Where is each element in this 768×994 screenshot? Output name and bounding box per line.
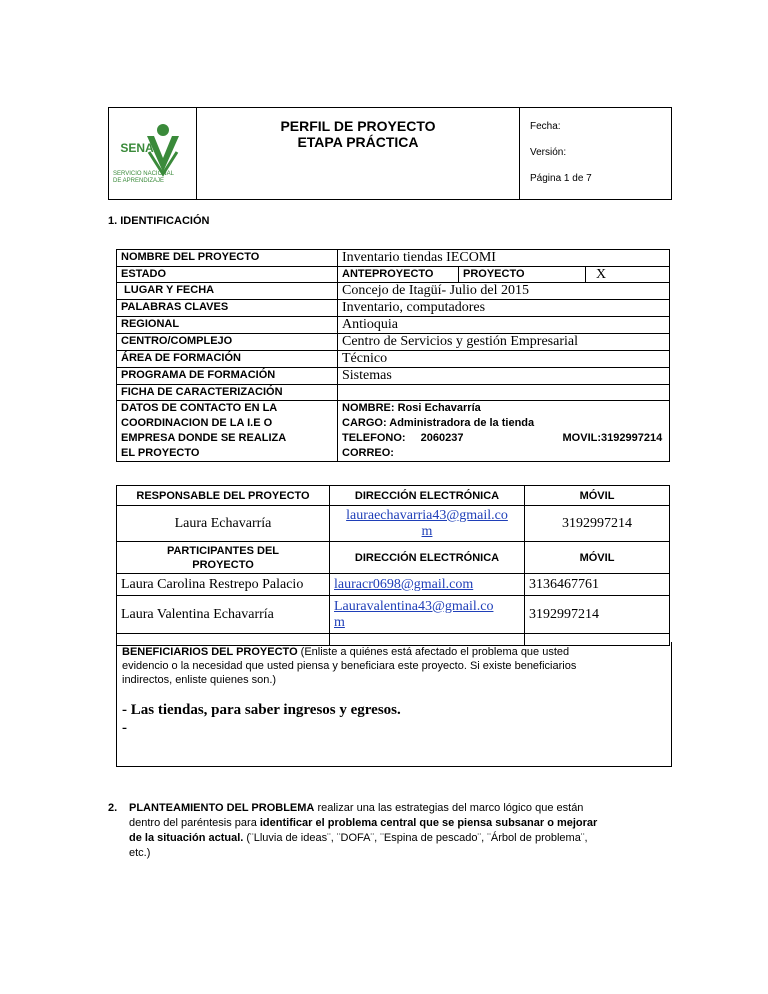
palabras-label: PALABRAS CLAVES: [117, 300, 338, 317]
part-movil-header: MÓVIL: [525, 542, 670, 574]
lugar-label: LUGAR Y FECHA: [117, 283, 338, 300]
participant-phone: 3192997214: [525, 596, 670, 634]
contacto-telefono: [342, 431, 665, 446]
beneficiaries-title: BENEFICIARIOS DEL PROYECTO: [122, 646, 298, 658]
participant-name: Laura Carolina Restrepo Palacio: [117, 574, 330, 596]
part-header: [117, 542, 330, 574]
telefono-label: TELEFONO:: [342, 432, 406, 444]
section2-line2-bold: identificar el problema central que se piensa subsanar o mejorar: [259, 817, 598, 829]
resp-header: RESPONSABLE DEL PROYECTO: [117, 486, 330, 506]
participant-email[interactable]: [330, 596, 525, 634]
participant-email-link[interactable]: lauracr0698@gmail.com: [334, 576, 474, 592]
proyecto-mark: X: [586, 267, 670, 283]
datos-label-line: DATOS DE CONTACTO EN LA: [121, 402, 278, 414]
section2-number: 2.: [108, 802, 118, 814]
doc-subtitle: ETAPA PRÁCTICA: [297, 134, 419, 150]
regional-value: Antioquia: [338, 317, 670, 334]
participant-email[interactable]: [330, 574, 525, 596]
resp-name: Laura Echavarría: [117, 506, 330, 542]
section2: [108, 801, 668, 861]
doc-title: PERFIL DE PROYECTO: [280, 118, 436, 134]
responsible-table: [116, 485, 670, 646]
datos-contacto-label: [117, 401, 338, 462]
participant-phone: 3136467761: [525, 574, 670, 596]
section2-body: [108, 816, 668, 861]
area-label: ÁREA DE FORMACIÓN: [117, 351, 338, 368]
ficha-value: [338, 385, 670, 401]
ficha-label: FICHA DE CARACTERIZACIÓN: [117, 385, 338, 401]
centro-value: Centro de Servicios y gestión Empresarial: [338, 334, 670, 351]
title-cell: [197, 108, 520, 200]
participant-email-line[interactable]: Lauravalentina43@gmail.co: [334, 598, 494, 614]
area-value: Técnico: [338, 351, 670, 368]
datos-label-line: EL PROYECTO: [121, 447, 200, 459]
beneficiaries-answer: [117, 687, 671, 737]
resp-email-line[interactable]: m: [421, 523, 433, 539]
palabras-value: Inventario, computadores: [338, 300, 670, 317]
beneficiaries-box: [116, 642, 672, 767]
centro-label: CENTRO/COMPLEJO: [117, 334, 338, 351]
telefono-value: 2060237: [420, 432, 464, 444]
beneficiaries-desc-2: evidencio o la necesidad que usted piensa y beneficiara este proyecto. Si existe beneficiarios: [122, 660, 577, 672]
section2-line1: [108, 801, 668, 816]
participant-name: Laura Valentina Echavarría: [117, 596, 330, 634]
datos-label-line: EMPRESA DONDE SE REALIZA: [121, 432, 287, 444]
participant-email-line[interactable]: m: [334, 614, 345, 630]
datos-label-line: COORDINACION DE LA I.E O: [121, 417, 273, 429]
resp-email[interactable]: [330, 506, 525, 542]
datos-contacto-value: [338, 401, 670, 462]
programa-label: PROGRAMA DE FORMACIÓN: [117, 368, 338, 385]
logo-word: SENA: [120, 141, 154, 155]
beneficiaries-desc-1: (Enliste a quiénes está afectado el problema que usted: [297, 646, 570, 658]
version-label: Versión:: [530, 147, 567, 158]
part-dir-header: DIRECCIÓN ELECTRÓNICA: [330, 542, 525, 574]
section2-line3-rest: (¨Lluvia de ideas¨, ¨DOFA¨, ¨Espina de pescado¨, ¨Árbol de problema¨,: [243, 832, 588, 844]
anteproyecto-label: ANTEPROYECTO: [338, 267, 459, 283]
beneficiaries-desc-3: indirectos, enliste quienes son.): [122, 674, 277, 686]
regional-label: REGIONAL: [117, 317, 338, 334]
beneficiaries-answer-1: - Las tiendas, para saber ingresos y egresos.: [122, 702, 401, 718]
logo-sub1: SERVICIO NACIONAL: [113, 171, 174, 177]
identification-table: [116, 249, 670, 462]
logo-sub2: DE APRENDIZAJE: [113, 178, 165, 184]
document-header: [108, 107, 672, 200]
proyecto-label: PROYECTO: [459, 267, 586, 283]
section2-line2-start: dentro del paréntesis para: [129, 817, 260, 829]
contacto-correo: CORREO:: [342, 447, 394, 459]
section2-line4: etc.): [129, 847, 151, 859]
part-header-line: PROYECTO: [192, 558, 254, 571]
nombre-label: NOMBRE DEL PROYECTO: [117, 250, 338, 267]
section2-line3-bold: de la situación actual.: [129, 832, 244, 844]
contacto-cargo: CARGO: Administradora de la tienda: [342, 417, 535, 429]
beneficiaries-desc: [117, 642, 671, 687]
dir-header: DIRECCIÓN ELECTRÓNICA: [330, 486, 525, 506]
movil-header: MÓVIL: [525, 486, 670, 506]
contacto-nombre: NOMBRE: Rosi Echavarría: [342, 402, 481, 414]
resp-phone: 3192997214: [525, 506, 670, 542]
section1-title: 1. IDENTIFICACIÓN: [108, 215, 210, 227]
fecha-label: Fecha:: [530, 121, 561, 132]
part-header-line: PARTICIPANTES DEL: [166, 544, 280, 557]
movil-value: MOVIL:3192997214: [562, 432, 663, 444]
pagina-label: Página 1 de 7: [530, 173, 592, 184]
beneficiaries-answer-2: -: [122, 720, 127, 736]
sena-logo: [109, 108, 196, 199]
section2-line1-rest: realizar una las estrategias del marco lógico que están: [314, 802, 584, 814]
section2-title: PLANTEAMIENTO DEL PROBLEMA: [129, 802, 315, 814]
resp-email-line[interactable]: lauraechavarria43@gmail.co: [346, 507, 508, 523]
nombre-value: Inventario tiendas IECOMI: [338, 250, 670, 267]
programa-value: Sistemas: [338, 368, 670, 385]
lugar-value: Concejo de Itagüí- Julio del 2015: [338, 283, 670, 300]
estado-label: ESTADO: [117, 267, 338, 283]
logo-cell: [109, 108, 197, 200]
meta-cell: [520, 108, 672, 200]
